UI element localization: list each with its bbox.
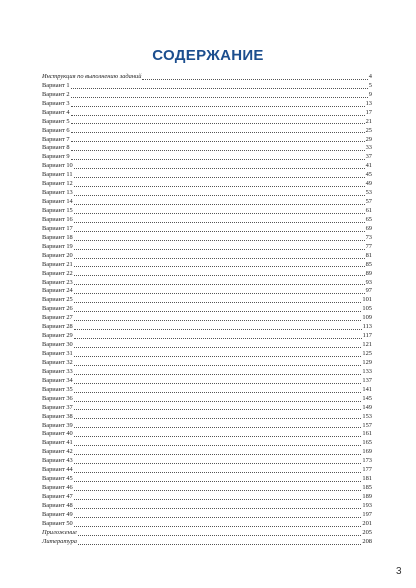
toc-entry bbox=[42, 207, 372, 216]
toc-entry bbox=[42, 404, 372, 413]
toc-entry-page: 13 bbox=[365, 99, 372, 107]
toc-entry-label: Вариант 45 bbox=[42, 475, 73, 483]
toc-entry-page: 208 bbox=[362, 537, 372, 545]
toc-entry-label: Вариант 41 bbox=[42, 439, 73, 447]
toc-entry bbox=[42, 439, 372, 448]
toc-entry bbox=[42, 136, 372, 145]
toc-entry-label: Вариант 30 bbox=[42, 341, 73, 349]
toc-entry-page: 9 bbox=[368, 90, 372, 98]
toc-entry bbox=[42, 198, 372, 207]
dot-leader bbox=[78, 535, 362, 536]
toc-entry bbox=[42, 377, 372, 386]
dot-leader bbox=[71, 115, 365, 116]
toc-entry-label: Приложение bbox=[42, 528, 77, 536]
toc-entry-label: Вариант 2 bbox=[42, 90, 70, 98]
toc-entry bbox=[42, 109, 372, 118]
dot-leader bbox=[71, 159, 365, 160]
toc-entry-label: Вариант 1 bbox=[42, 81, 70, 89]
toc-entry-page: 129 bbox=[362, 358, 372, 366]
toc-entry-page: 37 bbox=[365, 153, 372, 161]
toc-entry-label: Вариант 34 bbox=[42, 376, 73, 384]
toc-entry bbox=[42, 529, 372, 538]
toc-entry-label: Вариант 35 bbox=[42, 385, 73, 393]
toc-entry-label: Вариант 38 bbox=[42, 412, 73, 420]
toc-entry-label: Вариант 17 bbox=[42, 224, 73, 232]
dot-leader bbox=[74, 338, 362, 339]
toc-entry-page: 105 bbox=[362, 305, 372, 313]
dot-leader bbox=[74, 293, 365, 294]
toc-entry bbox=[42, 448, 372, 457]
toc-entry-label: Вариант 47 bbox=[42, 493, 73, 501]
toc-entry bbox=[42, 73, 372, 82]
toc-entry-page: 69 bbox=[365, 224, 372, 232]
dot-leader bbox=[74, 517, 362, 518]
toc-entry bbox=[42, 484, 372, 493]
dot-leader bbox=[74, 231, 365, 232]
dot-leader bbox=[71, 106, 365, 107]
toc-entry-label: Вариант 25 bbox=[42, 296, 73, 304]
dot-leader bbox=[74, 508, 362, 509]
toc-entry bbox=[42, 305, 372, 314]
dot-leader bbox=[74, 347, 362, 348]
toc-entry bbox=[42, 511, 372, 520]
toc-entry bbox=[42, 520, 372, 529]
toc-entry-page: 197 bbox=[362, 510, 372, 518]
dot-leader bbox=[74, 454, 362, 455]
toc-entry-page: 17 bbox=[365, 108, 372, 116]
toc-entry-page: 157 bbox=[362, 421, 372, 429]
dot-leader bbox=[74, 481, 362, 482]
toc-entry-label: Вариант 10 bbox=[42, 162, 73, 170]
dot-leader bbox=[71, 141, 365, 142]
toc-entry-label: Вариант 3 bbox=[42, 99, 70, 107]
toc-entry bbox=[42, 118, 372, 127]
dot-leader bbox=[74, 240, 365, 241]
toc-entry-page: 181 bbox=[362, 475, 372, 483]
toc-entry bbox=[42, 395, 372, 404]
toc-entry-page: 4 bbox=[368, 72, 372, 80]
dot-leader bbox=[74, 445, 362, 446]
toc-entry-page: 85 bbox=[365, 260, 372, 268]
toc-entry bbox=[42, 314, 372, 323]
toc-entry-page: 25 bbox=[365, 126, 372, 134]
toc-entry bbox=[42, 332, 372, 341]
toc-entry bbox=[42, 413, 372, 422]
toc-entry-label: Вариант 33 bbox=[42, 367, 73, 375]
toc-entry bbox=[42, 341, 372, 350]
toc-entry bbox=[42, 493, 372, 502]
toc-entry-label: Вариант 24 bbox=[42, 287, 73, 295]
toc-entry-page: 161 bbox=[362, 430, 372, 438]
dot-leader bbox=[142, 79, 367, 80]
toc-entry-page: 133 bbox=[362, 367, 372, 375]
toc-entry bbox=[42, 323, 372, 332]
toc-entry bbox=[42, 225, 372, 234]
toc-entry bbox=[42, 279, 372, 288]
toc-entry bbox=[42, 386, 372, 395]
dot-leader bbox=[74, 409, 362, 410]
toc-entry-page: 89 bbox=[365, 269, 372, 277]
toc-entry-label: Вариант 50 bbox=[42, 519, 73, 527]
dot-leader bbox=[74, 311, 362, 312]
toc-entry-label: Инструкция по выполнению заданий bbox=[42, 72, 142, 80]
toc-entry-page: 177 bbox=[362, 466, 372, 474]
toc-entry-page: 189 bbox=[362, 493, 372, 501]
dot-leader bbox=[74, 213, 365, 214]
dot-leader bbox=[71, 88, 368, 89]
dot-leader bbox=[74, 177, 365, 178]
toc-entry-page: 61 bbox=[365, 207, 372, 215]
toc-entry bbox=[42, 171, 372, 180]
toc-entry-label: Вариант 40 bbox=[42, 430, 73, 438]
toc-entry-label: Вариант 5 bbox=[42, 117, 70, 125]
toc-entry-label: Вариант 14 bbox=[42, 198, 73, 206]
toc-entry-page: 137 bbox=[362, 376, 372, 384]
page-number: 3 bbox=[396, 566, 402, 577]
toc-entry-label: Вариант 49 bbox=[42, 510, 73, 518]
dot-leader bbox=[74, 275, 365, 276]
toc-entry bbox=[42, 145, 372, 154]
toc-entry bbox=[42, 475, 372, 484]
dot-leader bbox=[74, 472, 362, 473]
toc-entry-page: 173 bbox=[362, 457, 372, 465]
toc-entry-label: Вариант 44 bbox=[42, 466, 73, 474]
toc-entry-label: Вариант 8 bbox=[42, 144, 70, 152]
toc-entry bbox=[42, 234, 372, 243]
dot-leader bbox=[71, 123, 365, 124]
dot-leader bbox=[71, 97, 368, 98]
toc-entry bbox=[42, 502, 372, 511]
dot-leader bbox=[74, 436, 362, 437]
toc-entry-label: Вариант 7 bbox=[42, 135, 70, 143]
toc-entry-page: 57 bbox=[365, 198, 372, 206]
dot-leader bbox=[74, 526, 362, 527]
toc-entry bbox=[42, 538, 372, 547]
toc-entry bbox=[42, 100, 372, 109]
dot-leader bbox=[74, 392, 362, 393]
toc-entry-label: Вариант 20 bbox=[42, 251, 73, 259]
toc-entry-page: 81 bbox=[365, 251, 372, 259]
toc-entry-label: Вариант 42 bbox=[42, 448, 73, 456]
dot-leader bbox=[74, 249, 365, 250]
toc-entry-page: 21 bbox=[365, 117, 372, 125]
dot-leader bbox=[74, 266, 365, 267]
toc-entry-label: Вариант 23 bbox=[42, 278, 73, 286]
dot-leader bbox=[74, 365, 362, 366]
dot-leader bbox=[74, 329, 362, 330]
toc-entry-label: Вариант 27 bbox=[42, 314, 73, 322]
dot-leader bbox=[74, 374, 362, 375]
dot-leader bbox=[74, 320, 362, 321]
toc-entry-label: Вариант 4 bbox=[42, 108, 70, 116]
toc-entry bbox=[42, 91, 372, 100]
toc-entry bbox=[42, 422, 372, 431]
toc-entry-page: 165 bbox=[362, 439, 372, 447]
toc-entry bbox=[42, 252, 372, 261]
toc-entry-page: 193 bbox=[362, 501, 372, 509]
toc-entry-label: Вариант 39 bbox=[42, 421, 73, 429]
toc-entry-page: 5 bbox=[368, 81, 372, 89]
toc-entry bbox=[42, 270, 372, 279]
dot-leader bbox=[74, 195, 365, 196]
dot-leader bbox=[74, 168, 365, 169]
dot-leader bbox=[74, 427, 362, 428]
toc-entry-label: Вариант 9 bbox=[42, 153, 70, 161]
dot-leader bbox=[74, 463, 362, 464]
toc-entry-page: 169 bbox=[362, 448, 372, 456]
toc-entry-label: Вариант 12 bbox=[42, 180, 73, 188]
dot-leader bbox=[74, 490, 362, 491]
toc-entry bbox=[42, 288, 372, 297]
toc-entry-page: 185 bbox=[362, 484, 372, 492]
toc-entry-page: 33 bbox=[365, 144, 372, 152]
toc-entry-label: Вариант 15 bbox=[42, 207, 73, 215]
toc-entry-page: 53 bbox=[365, 189, 372, 197]
toc-entry-page: 77 bbox=[365, 242, 372, 250]
dot-leader bbox=[74, 383, 362, 384]
toc-entry bbox=[42, 127, 372, 136]
toc-entry-label: Вариант 29 bbox=[42, 332, 73, 340]
toc-entry-label: Вариант 43 bbox=[42, 457, 73, 465]
toc-entry bbox=[42, 431, 372, 440]
toc-entry bbox=[42, 153, 372, 162]
toc-entry-page: 73 bbox=[365, 233, 372, 241]
toc-entry-page: 49 bbox=[365, 180, 372, 188]
toc-entry-label: Вариант 28 bbox=[42, 323, 73, 331]
toc-entry-page: 153 bbox=[362, 412, 372, 420]
dot-leader bbox=[74, 401, 362, 402]
toc-entry bbox=[42, 180, 372, 189]
toc-entry-label: Вариант 48 bbox=[42, 501, 73, 509]
toc-entry-page: 201 bbox=[362, 519, 372, 527]
dot-leader bbox=[74, 418, 362, 419]
toc-entry-page: 113 bbox=[362, 323, 372, 331]
toc-entry-label: Вариант 46 bbox=[42, 484, 73, 492]
toc-entry-label: Вариант 21 bbox=[42, 260, 73, 268]
dot-leader bbox=[74, 302, 362, 303]
toc-entry-label: Вариант 26 bbox=[42, 305, 73, 313]
toc-entry-label: Литература bbox=[42, 537, 77, 545]
toc-entry bbox=[42, 82, 372, 91]
page-title: СОДЕРЖАНИЕ bbox=[152, 47, 264, 64]
toc-entry-page: 117 bbox=[362, 332, 372, 340]
toc-entry-page: 97 bbox=[365, 287, 372, 295]
dot-leader bbox=[74, 284, 365, 285]
toc-entry bbox=[42, 368, 372, 377]
toc-entry bbox=[42, 350, 372, 359]
toc-entry-page: 205 bbox=[362, 528, 372, 536]
toc-entry-page: 93 bbox=[365, 278, 372, 286]
dot-leader bbox=[74, 356, 362, 357]
dot-leader bbox=[78, 544, 361, 545]
toc-entry-page: 45 bbox=[365, 171, 372, 179]
toc-entry bbox=[42, 457, 372, 466]
dot-leader bbox=[74, 222, 365, 223]
dot-leader bbox=[74, 499, 362, 500]
toc-entry bbox=[42, 216, 372, 225]
dot-leader bbox=[71, 132, 365, 133]
toc-entry-page: 29 bbox=[365, 135, 372, 143]
toc-entry-label: Вариант 13 bbox=[42, 189, 73, 197]
toc-entry-label: Вариант 37 bbox=[42, 403, 73, 411]
toc-entry-page: 141 bbox=[362, 385, 372, 393]
toc-entry-label: Вариант 31 bbox=[42, 350, 73, 358]
toc-entry-page: 101 bbox=[362, 296, 372, 304]
toc-entry-page: 65 bbox=[365, 215, 372, 223]
toc-entry-page: 149 bbox=[362, 403, 372, 411]
toc-entry-label: Вариант 36 bbox=[42, 394, 73, 402]
toc-entry-page: 109 bbox=[362, 314, 372, 322]
toc-entry-page: 145 bbox=[362, 394, 372, 402]
dot-leader bbox=[71, 150, 365, 151]
table-of-contents bbox=[42, 73, 372, 547]
toc-entry bbox=[42, 466, 372, 475]
toc-entry bbox=[42, 162, 372, 171]
dot-leader bbox=[74, 258, 365, 259]
toc-entry bbox=[42, 261, 372, 270]
toc-entry-label: Вариант 22 bbox=[42, 269, 73, 277]
toc-entry-page: 121 bbox=[362, 341, 372, 349]
toc-entry-label: Вариант 11 bbox=[42, 171, 73, 179]
dot-leader bbox=[74, 186, 365, 187]
toc-entry bbox=[42, 189, 372, 198]
toc-entry-page: 125 bbox=[362, 350, 372, 358]
toc-entry-label: Вариант 16 bbox=[42, 215, 73, 223]
toc-entry-page: 41 bbox=[365, 162, 372, 170]
toc-entry-label: Вариант 18 bbox=[42, 233, 73, 241]
toc-entry-label: Вариант 32 bbox=[42, 358, 73, 366]
toc-entry bbox=[42, 296, 372, 305]
toc-entry-label: Вариант 6 bbox=[42, 126, 70, 134]
toc-entry-label: Вариант 19 bbox=[42, 242, 73, 250]
dot-leader bbox=[74, 204, 365, 205]
toc-entry bbox=[42, 359, 372, 368]
toc-entry bbox=[42, 243, 372, 252]
